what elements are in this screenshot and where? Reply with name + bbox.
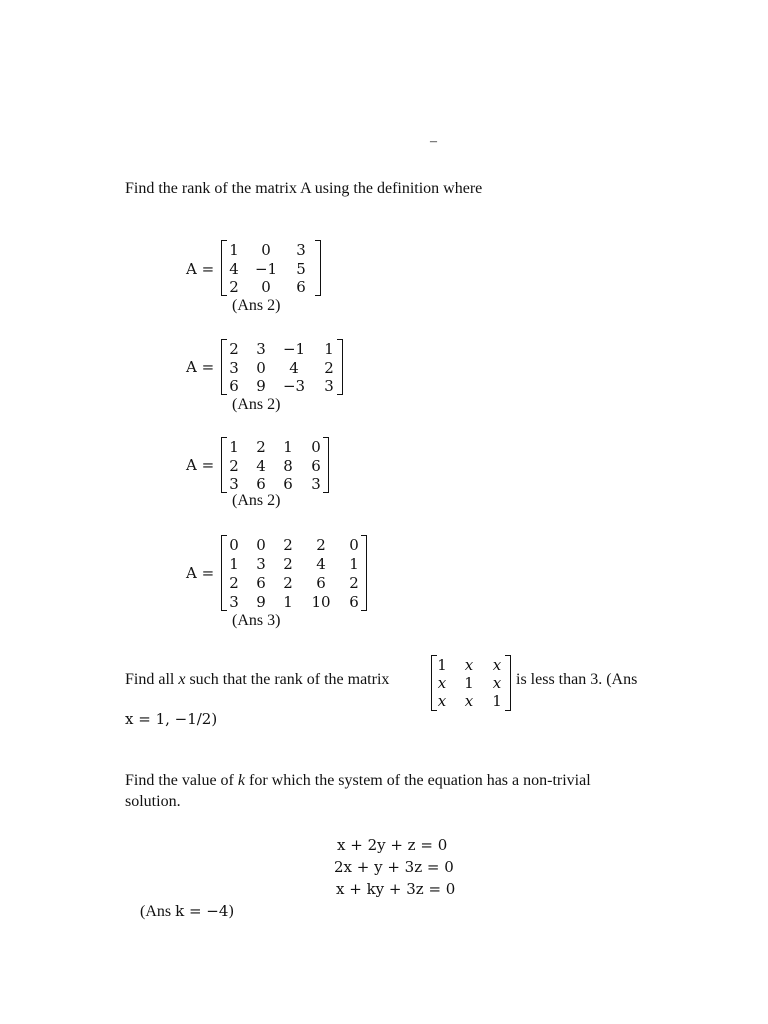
q2-answer: x = 1, −1/2) [125,710,218,728]
m2-cell: 4 [289,359,299,377]
m4-cell: 1 [349,555,359,573]
m1-cell: 6 [296,278,306,296]
matrix-1 [221,240,321,296]
m4-cell: 2 [349,574,359,592]
m2-cell: 1 [324,340,334,358]
m2-cell: 2 [229,340,239,358]
m4-cell: 9 [256,593,266,611]
matrix-3 [221,437,329,493]
m2-cell: 2 [324,359,334,377]
q2-text-after: is less than 3. (Ans [516,671,638,688]
m2-cell: 3 [256,340,266,358]
m3-cell: 3 [311,475,321,493]
m4-cell: 6 [256,574,266,592]
m2-cell: 0 [256,359,266,377]
q3-answer-prefix: (Ans [140,903,172,920]
m3-cell: 6 [256,475,266,493]
q3-variable: k [237,772,245,789]
q2-cell: x [464,656,474,674]
m3-cell: 6 [283,475,293,493]
q2-cell: 1 [492,692,502,710]
matrix-2-answer: (Ans 2) [232,396,281,413]
q2-cell: x [492,656,502,674]
m3-cell: 1 [283,438,293,456]
q2-cell: 1 [464,674,474,692]
m4-cell: 2 [283,574,293,592]
q3-prompt-after: for which the system of the equation has a non-trivial [248,772,591,789]
q2-variable: x [178,671,186,688]
q3-answer [140,902,234,921]
m1-cell: −1 [254,260,278,278]
m4-cell: 1 [229,555,239,573]
m2-cell: 3 [229,359,239,377]
q2-matrix [431,655,511,711]
q3-prompt-before: Find the value of [125,772,234,789]
q3-prompt [125,772,591,790]
equation-2: 2x + y + 3z = 0 [334,858,454,876]
m3-cell: 2 [229,457,239,475]
m3-cell: 3 [229,475,239,493]
m3-cell: 2 [256,438,266,456]
m1-cell: 0 [261,278,271,296]
m4-cell: 10 [311,593,331,611]
m4-cell: 3 [256,555,266,573]
m4-cell: 2 [283,536,293,554]
matrix-4-label: A = [186,564,215,582]
m1-cell: 1 [229,241,239,259]
m4-cell: 6 [316,574,326,592]
q2-text-before: Find all [125,671,175,688]
m1-cell: 0 [261,241,271,259]
m2-cell: 9 [256,377,266,395]
q2-cell: x [464,692,474,710]
matrix-1-label: A = [186,260,215,278]
m1-cell: 2 [229,278,239,296]
m4-cell: 2 [316,536,326,554]
q1-prompt: Find the rank of the matrix A using the definition where [125,180,483,197]
m3-cell: 0 [311,438,321,456]
equation-3: x + ky + 3z = 0 [336,880,456,898]
q2-cell: x [437,674,447,692]
m3-cell: 4 [256,457,266,475]
matrix-3-label: A = [186,456,215,474]
matrix-4-answer: (Ans 3) [232,612,281,629]
m4-cell: 2 [283,555,293,573]
m4-cell: 6 [349,593,359,611]
m2-cell: 3 [324,377,334,395]
matrix-4 [221,535,367,611]
m2-cell: −3 [282,377,306,395]
m4-cell: 2 [229,574,239,592]
matrix-2 [221,339,343,395]
matrix-1-answer: (Ans 2) [232,297,281,314]
m1-cell: 5 [296,260,306,278]
m4-cell: 4 [316,555,326,573]
m3-cell: 8 [283,457,293,475]
matrix-2-label: A = [186,358,215,376]
m2-cell: −1 [282,340,306,358]
q2-cell: x [437,692,447,710]
q2-text-middle: such that the rank of the matrix [189,671,390,688]
m1-cell: 3 [296,241,306,259]
q2-cell: 1 [437,656,447,674]
m4-cell: 0 [229,536,239,554]
matrix-3-answer: (Ans 2) [232,492,281,509]
header-dash: – [430,134,437,149]
q3-answer-value: k = −4) [175,902,235,920]
m3-cell: 1 [229,438,239,456]
q3-prompt-line2: solution. [125,793,181,810]
m1-cell: 4 [229,260,239,278]
m4-cell: 3 [229,593,239,611]
q2-line [125,671,389,689]
m4-cell: 0 [349,536,359,554]
m2-cell: 6 [229,377,239,395]
q2-cell: x [492,674,502,692]
m4-cell: 0 [256,536,266,554]
equation-1: x + 2y + z = 0 [337,836,448,854]
m3-cell: 6 [311,457,321,475]
m4-cell: 1 [283,593,293,611]
